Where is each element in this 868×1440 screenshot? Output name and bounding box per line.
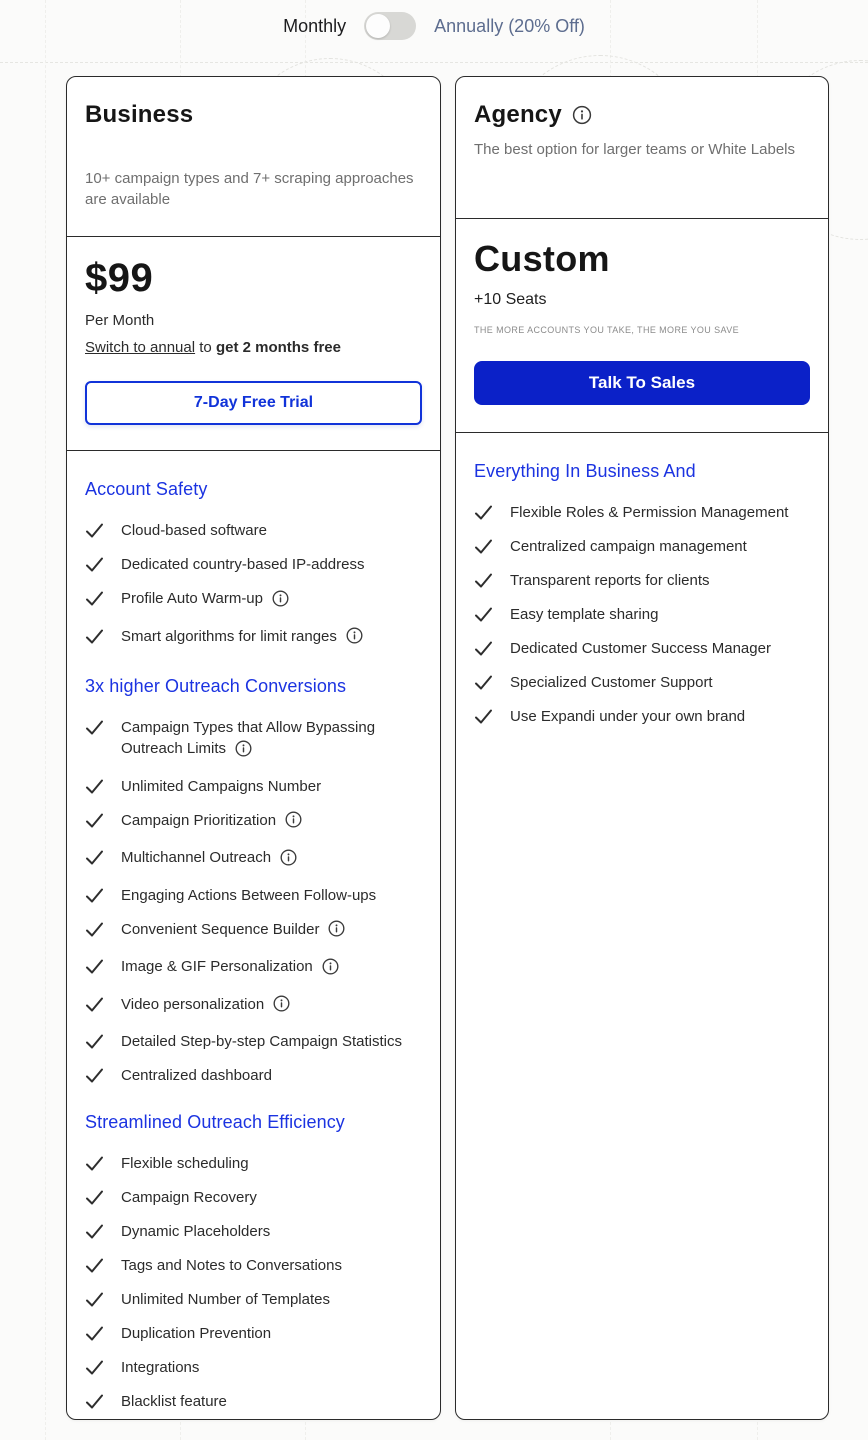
feature-item	[85, 776, 422, 797]
billing-toggle-row	[0, 12, 868, 40]
check-icon	[85, 719, 104, 736]
check-icon	[85, 1393, 104, 1410]
check-icon	[85, 590, 104, 607]
agency-header-section	[456, 77, 828, 219]
feature-label: Campaign Recovery	[121, 1189, 257, 1206]
check-icon	[85, 1155, 104, 1172]
plan-title-business	[85, 101, 422, 129]
feature-label: Profile Auto Warm-up	[121, 588, 289, 613]
plan-title-text: Agency	[474, 101, 562, 128]
feature-section-heading: 3x higher Outreach Conversions	[85, 676, 347, 696]
plan-title-agency	[474, 101, 810, 129]
info-icon[interactable]	[272, 590, 289, 613]
annual-offer-middle: to	[195, 339, 216, 356]
info-icon[interactable]	[346, 627, 363, 650]
feature-item	[474, 570, 810, 591]
feature-label: Specialized Customer Support	[510, 674, 713, 691]
info-icon[interactable]	[285, 811, 302, 834]
feature-label: Video personalization	[121, 994, 290, 1019]
feature-item	[474, 604, 810, 625]
check-icon	[85, 1359, 104, 1376]
feature-item	[85, 1065, 422, 1086]
plan-price: $99	[85, 256, 154, 300]
check-icon	[85, 1291, 104, 1308]
fine-print: THE MORE ACCOUNTS YOU TAKE, THE MORE YOU SAVE	[474, 325, 740, 335]
check-icon	[474, 504, 493, 521]
feature-label: Multichannel Outreach	[121, 847, 297, 872]
feature-item	[474, 502, 810, 523]
annually-label[interactable]: Annually (20% Off)	[434, 15, 585, 36]
feature-item	[85, 1255, 422, 1276]
feature-label: Campaign Types that Allow Bypassing Outreach Limits	[121, 717, 422, 763]
feature-label: Easy template sharing	[510, 606, 659, 623]
info-icon[interactable]	[572, 105, 592, 125]
background-dashed-line	[45, 0, 46, 1440]
feature-section-heading: Streamlined Outreach Efficiency	[85, 1112, 345, 1132]
info-icon[interactable]	[235, 740, 252, 763]
feature-item	[85, 1187, 422, 1208]
feature-label: Flexible Roles & Permission Management	[510, 504, 789, 521]
feature-item	[85, 994, 422, 1019]
feature-label: Engaging Actions Between Follow-ups	[121, 886, 377, 904]
seats-label: +10 Seats	[474, 291, 547, 308]
feature-item	[85, 554, 422, 575]
check-icon	[85, 556, 104, 573]
feature-item	[85, 520, 422, 541]
check-icon	[474, 674, 493, 691]
check-icon	[474, 538, 493, 555]
feature-label: Unlimited Campaigns Number	[121, 777, 322, 795]
feature-item	[85, 956, 422, 981]
feature-section-heading: Account Safety	[85, 479, 208, 499]
check-icon	[85, 812, 104, 829]
feature-label: Dynamic Placeholders	[121, 1223, 271, 1240]
feature-label: Detailed Step-by-step Campaign Statistics	[121, 1033, 402, 1050]
info-icon[interactable]	[280, 849, 297, 872]
feature-label: Dedicated Customer Success Manager	[510, 640, 771, 657]
check-icon	[85, 522, 104, 539]
feature-item	[85, 588, 422, 613]
feature-item	[474, 672, 810, 693]
check-icon	[474, 606, 493, 623]
plan-card-agency	[455, 76, 829, 1420]
business-features-section	[67, 451, 440, 1419]
feature-item	[85, 1391, 422, 1412]
feature-item	[85, 1323, 422, 1344]
plan-title-text: Business	[85, 101, 194, 128]
feature-item	[85, 885, 422, 906]
feature-label: Unlimited Number of Templates	[121, 1291, 330, 1308]
feature-label: Smart algorithms for limit ranges	[121, 626, 363, 651]
check-icon	[474, 640, 493, 657]
check-icon	[474, 708, 493, 725]
check-icon	[85, 996, 104, 1013]
feature-label: Campaign Prioritization	[121, 810, 302, 835]
feature-label: Centralized campaign management	[510, 538, 747, 555]
annual-offer-bold: get 2 months free	[215, 339, 341, 356]
billing-period-toggle[interactable]	[364, 12, 416, 40]
feature-label: Integrations	[121, 1359, 200, 1376]
info-icon[interactable]	[322, 958, 339, 981]
feature-section-heading: Everything In Business And	[474, 461, 696, 481]
toggle-knob[interactable]	[366, 14, 390, 38]
check-icon	[85, 1067, 104, 1084]
feature-item	[85, 1289, 422, 1310]
switch-to-annual-link[interactable]: Switch to annual	[85, 339, 196, 356]
check-icon	[85, 1223, 104, 1240]
feature-label: Transparent reports for clients	[510, 572, 710, 589]
business-pricing-section	[67, 237, 440, 451]
feature-label: Image & GIF Personalization	[121, 956, 339, 981]
feature-label: Blacklist feature	[121, 1393, 227, 1410]
plan-price: Custom	[474, 238, 610, 279]
feature-item	[85, 717, 422, 763]
feature-item	[85, 1153, 422, 1174]
agency-pricing-section	[456, 219, 828, 433]
annual-offer-line	[85, 336, 422, 360]
check-icon	[474, 572, 493, 589]
check-icon	[85, 1325, 104, 1342]
feature-item	[85, 847, 422, 872]
feature-label: Flexible scheduling	[121, 1155, 249, 1172]
feature-item	[85, 1031, 422, 1052]
feature-item	[474, 706, 810, 727]
feature-label: Tags and Notes to Conversations	[121, 1257, 342, 1274]
check-icon	[85, 1257, 104, 1274]
plan-card-business	[66, 76, 441, 1420]
feature-label: Use Expandi under your own brand	[510, 708, 746, 725]
check-icon	[85, 887, 104, 904]
background-dashed-line	[0, 62, 868, 63]
feature-item	[85, 919, 422, 944]
free-trial-button[interactable]: 7-Day Free Trial	[85, 381, 422, 425]
agency-features-section	[456, 433, 828, 1419]
monthly-label[interactable]: Monthly	[283, 15, 347, 36]
billing-period: Per Month	[85, 312, 155, 329]
feature-label: Dedicated country-based IP-address	[121, 556, 365, 573]
check-icon	[85, 958, 104, 975]
feature-item	[85, 1357, 422, 1378]
feature-item	[474, 536, 810, 557]
feature-item	[474, 638, 810, 659]
talk-to-sales-button[interactable]: Talk To Sales	[474, 361, 810, 405]
feature-label: Duplication Prevention	[121, 1325, 272, 1342]
info-icon[interactable]	[273, 995, 290, 1018]
feature-label: Cloud-based software	[121, 522, 267, 539]
business-header-section	[67, 77, 440, 237]
feature-item	[85, 1221, 422, 1242]
feature-item	[85, 810, 422, 835]
check-icon	[85, 628, 104, 645]
check-icon	[85, 849, 104, 866]
check-icon	[85, 1033, 104, 1050]
plan-cards	[66, 76, 829, 1420]
check-icon	[85, 1189, 104, 1206]
plan-description: 10+ campaign types and 7+ scraping approaches are available	[85, 170, 414, 208]
check-icon	[85, 921, 104, 938]
info-icon[interactable]	[328, 920, 345, 943]
feature-label: Convenient Sequence Builder	[121, 919, 345, 944]
plan-description: The best option for larger teams or White Labels	[474, 141, 795, 158]
feature-label: Centralized dashboard	[121, 1067, 272, 1084]
check-icon	[85, 778, 104, 795]
feature-item	[85, 626, 422, 651]
